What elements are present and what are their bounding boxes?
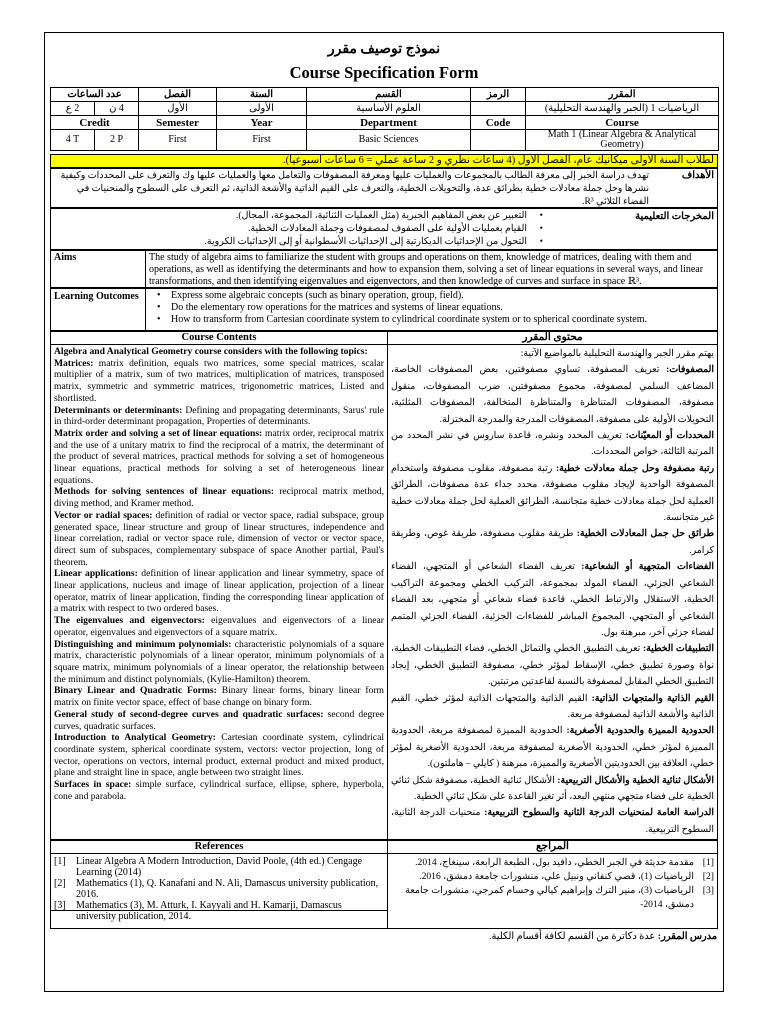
content-topic-text: رتبة مصفوفة، مقلوب مصفوفة واستخدام المصفوفة الواحدية لإيجاد مقلوب مصفوفة، محدد جداء عدة مصفوفات، الطرائق العملية لحل جملة معادلات خطية متجانسة، الطرائق العملية لحل جملة معادلات خطية غير متجانسة. [391,463,714,524]
content-topic-heading: Introduction to Analytical Geometry: [54,732,216,744]
content-topic-text: Binary linear forms, binary linear form matrix on finite vector space, effect of base change on binary form. [54,685,384,709]
contents-header-en: Course Contents [181,332,257,343]
instructor-line [489,931,717,942]
content-topic-heading: Matrices: [54,357,94,369]
credit-theory-en: 4 T [51,130,95,151]
content-topic-en [54,405,384,428]
code-value-ar [471,102,526,116]
aims-row [50,250,718,288]
content-topic-en [54,358,384,405]
outcomes-arabic-label: المخرجات التعليمية [635,211,714,222]
content-topic-ar [391,805,714,838]
contents-header-ar: محتوى المقرر [522,332,583,343]
semester-label-ar: الفصل [139,88,217,102]
content-topic-heading: المحددات أو المعيّنات: [625,431,714,442]
content-topic-en [54,615,384,638]
year-label-ar: السنة [217,88,307,102]
content-topic-ar [391,773,714,806]
year-label-en: Year [217,116,307,130]
department-value-en: Basic Sciences [307,130,471,151]
content-topic-heading: الدراسة العامة لمنحنيات الدرجة الثانية والسطوح التربيعية: [484,808,714,819]
semester-value-ar: الأول [139,102,217,116]
content-topic-heading: التطبيقات الخطية: [643,644,714,655]
semester-label-en: Semester [139,116,217,130]
form-title-english: Course Specification Form [289,63,479,82]
content-topic-heading: Determinants or determinants: [54,404,183,416]
reference-en-item: [1] Linear Algebra A Modern Introduction, David Poole, (4th ed.) Cengage Learning (2014) [54,856,363,878]
content-topic-text: طريقة مقلوب مصفوفة، طريقة غوص، وطريقة كرامر. [391,529,714,556]
content-topic-en [54,639,384,686]
content-topic-text: Cartesian coordinate system, cylindrical coordinate system, spherical coordinate system, vectors: vector projection, long of vector, operations on vectors, internal product, external product and mixed product, plane and straight line in space, angle between two straight lines. [54,732,384,779]
content-topic-ar [391,526,714,559]
outcome-en-item: • How to transform from Cartesian coordinate system to cylindrical coordinate system or to spherical coordinate system. [149,314,714,326]
references-header-ar: المراجع [536,841,569,852]
content-topic-ar [391,461,714,527]
content-topic-heading: Binary Linear and Quadratic Forms: [54,685,217,697]
content-topic-heading: Linear applications: [54,568,138,580]
outcome-ar-item: • التعبير عن بعض المفاهيم الجبرية (مثل العمليات الثنائية، المجموعة، المجال). [54,210,551,223]
info-english-labels-row [51,116,719,130]
content-topic-ar [391,428,714,461]
content-topic-en [54,685,384,708]
aims-text: The study of algebra aims to familiarize the student with groups and operations on them, knowledge of matrices, dealing with them and operations, as well as identifying the determinants and how to expansion them, solving a set of linear equations in several ways, and linear transformations, and then identifying eigenvalues and eigenvectors, and then knowledge of curves and surface in space ℝ³. [149,252,704,287]
content-topic-en [54,510,384,569]
references-english-cell [50,853,388,922]
outcome-ar-item: • القيام بعمليات الأولية على الصفوف لمصفوفات وجملة المعادلات الخطية. [54,223,551,236]
content-topic-en [54,779,384,802]
code-label-en: Code [471,116,526,130]
objectives-text: تهدف دراسة الجبر إلى معرفة الطالب بالمجموعات والعمليات عليها ومعرفة المصفوفات والتعامل معها والعمليات عليها وك والتعرف على المحددات وكيفية نشرها وحل جملة معادلات خطية بطرائق عدة، والتحويلات الخطية، والتعرف على القيم الذاتية والأشعة الذاتية، ثم التعرف على السطوح والمنحنيات في الفضاء الثلاثي R³. [60,171,649,207]
form-title-arabic: نموذج توصيف مقرر [327,42,441,57]
contents-arabic-text [388,345,717,840]
content-topic-ar [391,691,714,724]
content-topic-en [54,709,384,732]
contents-header-en-cell [50,331,388,345]
content-topic-heading: The eigenvalues and eigenvectors: [54,615,205,627]
content-topic-text: يهتم مقرر الجبر والهندسة التحليلية بالمواضيع الآتية: [520,349,714,359]
objectives-label: الأهداف [681,170,714,181]
credit-theory-ar: 4 ن [95,102,139,116]
reference-en-item: [3] Mathematics (3), M. Atturk, I. Kayyali and H. Kamarji, Damascus university publication, 2014. [54,900,342,922]
content-topic-heading: Methods for solving sentences of linear equations: [54,486,275,498]
info-english-values-row [51,130,719,151]
content-topic-heading: الحدودية المميزة والحدودية الأصغرية: [566,726,714,737]
content-topic-en [54,428,384,487]
content-topic-ar [391,559,714,641]
references-english-spacer [50,910,388,929]
content-topic-text: تعريف المحدد ونشره، قاعدة ساروس في نشر المحدد من المرتبة الثالثة، خواص المحددات. [391,431,714,458]
content-topic-text: characteristic polynomials of a square matrix, characteristic polynomials of a linear operator, minimum polynomials of a square matrix, minimum polynomials of a linear operator, the relationship between the minimum and distinct polynomials, (Kylie-Hamilton) theorem. [54,638,384,685]
code-value-en [471,130,526,151]
content-topic-ar [391,362,714,428]
reference-ar-item: [2] الرياضيات (1)، قصي كنفاني ونبيل علي، منشورات جامعة دمشق، 2016. [419,871,714,882]
content-topic-text: Defining and propagating determinants, Sarus' rule in third-order determinant propagation, Properties of determinants. [54,404,384,428]
content-topic-heading: Distinguishing and minimum polynomials: [54,638,232,650]
code-label-ar: الرمز [471,88,526,102]
course-specification-form [44,32,724,992]
content-topic-heading: طرائق حل جمل المعادلات الخطية: [576,529,714,540]
department-label-ar: القسم [307,88,471,102]
reference-ar-item: [1] مقدمة حديثة في الجبر الخطي، دافيد بول، الطبعة الرابعة، سينغاج، 2014. [415,857,714,868]
content-topic-en [54,346,384,358]
content-topic-text: تعريف المصفوفة، تساوي مصفوفتين، بعض المصفوفات الخاصة، المضاعف السلمي لمصفوفة، مجموع مصفوفتين، ضرب المصفوفات، منقول مصفوفة، المصفوفات المتناظرة والمتناظرة المتخالفة، المصفوفات المثلثية، التحويلات الأولية على مصفوفة، المصفوفات المدرجة والمدرجة المختزلة. [391,365,714,425]
content-topic-text: الأشكال ثنائية الخطية، مصفوفة شكل ثنائي الخطية على فضاء متجهي منتهي البعد، أثر تغير القاعدة على شكل ثنائي الخطية. [391,775,714,802]
content-topic-text: الحدودية المميزة لمصفوفة مربعة، الحدودية المميزة لمؤثر خطي، الحدودية الأصغرية لمصفوفة مربعة، الحدودية الأصغرية لمؤثر خطي، العلاقة بين الحدوديتين الأصغرية والمميزة، مبرهنة ( كايلي – هاملتون). [391,726,714,770]
content-topic-text: reciprocal matrix method, diving method, and Kramer method. [54,486,385,510]
semester-value-en: First [139,130,217,151]
credit-practical-ar: 2 ع [51,102,95,116]
references-header-en-cell [50,840,388,854]
course-info-table [50,87,719,151]
department-label-en: Department [307,116,471,130]
content-topic-text: القيم الذاتية والمتجهات الذاتية لمؤثر خطي، القيم الذاتية والأشعة الذاتية لمصفوفة مربعة. [391,693,714,720]
course-value-en: Math 1 (Linear Algebra & Analytical Geometry) [526,130,719,151]
contents-english-cell [50,344,388,840]
outcomes-english-row [50,288,718,331]
instructor-label: مدرس المقرر: [657,931,717,942]
contents-arabic-cell [387,344,718,840]
outcomes-arabic-row [50,208,718,250]
credit-practical-en: 2 P [95,130,139,151]
content-topic-text: منحنيات الدرجة الثانية، السطوح التربيعية. [391,808,714,835]
content-topic-ar [391,641,714,690]
content-topic-text: matrix order, reciprocal matrix and the use of a unitary matrix to find the reciprocal of a matrix, the determinant of the product of several matrices, practical methods for solving a set of homogeneous linear equations, practical methods for solving a set of heterogeneous linear equations. [54,427,384,486]
course-label-ar: المقرر [526,88,719,102]
references-arabic-cell [387,853,718,929]
content-topic-heading: الفضاءات المتجهية أو الشعاعية: [581,562,715,573]
year-value-en: First [217,130,307,151]
content-topic-en [54,732,384,779]
content-topic-text: simple surface, cylindrical surface, ellipse, sphere, hyperbola, cone and parabola. [54,779,385,802]
reference-ar-item: [3] الرياضيات (3)، منير الترك وإبراهيم كيالي وحسام كمرجي، منشورات جامعة دمشق، 2014- [405,885,714,910]
content-topic-en [54,568,384,615]
content-topic-text: eigenvalues and eigenvectors of a linear operator, eigenvalues and eigenvectors of a square matrix. [54,615,384,638]
course-value-ar: الرياضيات 1 (الجبر والهندسة التحليلية) [526,102,719,116]
outcome-ar-item: • التحول من الإحداثيات الديكارتية إلى الإحداثيات الأسطوانية أو إلى الإحداثيات الكروية. [54,236,551,249]
content-topic-text: تعريف التطبيق الخطي والتماثل الخطي، فضاء التطبيقات الخطية، نواة وصورة تطبيق خطي، الإسقاط لمؤثر خطي، مصفوفة التطبيق الخطي، إيجاد التطبيق الخطي المقابل لمصفوفة بالنسبة لقاعدتين مرتبتين. [391,644,714,688]
outcomes-english-list [149,290,714,326]
content-topic-text: definition of linear application and linear symmetry, space of linear applications, nucleus and image of linear application, projection of a linear operator, matrix of linear application, finding the corresponding linear application of a matrix with respect to two ordered bases. [54,568,384,615]
content-topic-text: second degree curves, quadratic surfaces. [54,708,384,732]
credit-label-en: Credit [51,116,139,130]
content-topic-heading: رتبة مصفوفة وحل جملة معادلات خطية: [556,463,714,474]
objectives-row [50,168,718,208]
content-topic-heading: المصفوفات: [666,365,714,376]
contents-header-ar-cell [387,331,718,345]
instructor-value: عدة دكاترة من القسم لكافة أقسام الكلية. [489,931,658,942]
outcome-en-item: • Do the elementary row operations for the matrices and systems of linear equations. [149,302,714,314]
year-value-ar: الأولى [217,102,307,116]
references-header-en: References [194,841,244,852]
content-topic-heading: القيم الذاتية والمتجهات الذاتية: [591,693,714,704]
content-topic-heading: Vector or radial spaces: [54,509,153,521]
content-topic-en [54,486,384,509]
contents-english-text [51,345,387,803]
schedule-note-highlight: لطلاب السنة الأولى ميكانيك عام، الفصل الأول (4 ساعات نظري و 2 ساعة عملي = 6 ساعات أسبوعيا). [50,154,718,168]
content-topic-ar [391,723,714,772]
content-topic-heading: Matrix order and solving a set of linear equations: [54,427,263,439]
outcomes-arabic-list [54,210,551,249]
info-arabic-values-row [51,102,719,116]
references-arabic-list [388,854,717,914]
department-value-ar: العلوم الأساسية [307,102,471,116]
credit-label-ar: عدد الساعات [51,88,139,102]
content-topic-text: definition of radial or vector space, radial subspace, group generated space, linear structure and group of linear structures, independence and linear correlation, radial or vector space rule, dimension of vector or vector space, direct sum of subspaces, complementary subspace of space Another partial, Paul's theorem. [54,509,384,568]
course-label-en: Course [526,116,719,130]
content-topic-heading: Surfaces in space: [54,779,132,791]
aims-label: Aims [54,252,77,263]
reference-en-item: [2] Mathematics (1), Q. Kanafani and N. Ali, Damascus university publication, 2016. [54,878,379,900]
content-topic-text: تعريف الفضاء الشعاعي أو المتجهي، الفضاء الشعاعي الجزئي، الفضاء المولد بمجموعة، التركيب الخطي ومجموعة التراكيب الخطية، الاستقلال والارتباط الخطي، قاعدة فضاء شعاعي أو متجهي، بعد الفضاء الشعاعي أو المتجهي، المجموع المباشر للفضاءات الجزئية، الفضاء الجزئي المتمم لفضاء جزئي آخر، مبرهنة بول. [391,562,714,638]
content-topic-text: matrix definition, equals two matrices, some special matrices, scalar multiplier of a matrix, sum of two matrices, multiplication of matrices, transposed matrix, symmetric and symmetric matrices, trigonometric matrices, Listed and shortlisted. [54,357,384,404]
info-arabic-labels-row [51,88,719,102]
references-header-ar-cell [387,840,718,854]
outcomes-english-label: Learning Outcomes [54,291,139,302]
content-topic-heading: General study of second-degree curves and quadratic surfaces: [54,708,324,720]
content-topic-ar [391,346,714,362]
outcome-en-item: • Express some algebraic concepts (such as binary operation, group, field). [149,290,714,302]
content-topic-heading: Algebra and Analytical Geometry course considers with the following topics: [54,346,368,357]
content-topic-heading: الأشكال ثنائية الخطية والأشكال التربيعية: [557,775,714,786]
